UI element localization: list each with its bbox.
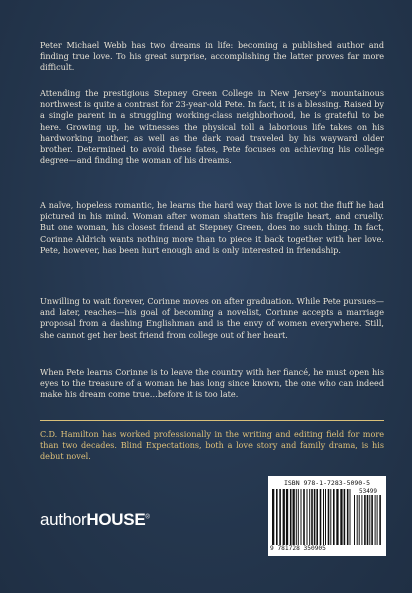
blurb-paragraph-1: Peter Michael Webb has two dreams in life: becoming a published author and finding true love. To his great surprise, accomplishing the latter proves far more difficult. xyxy=(40,40,384,73)
barcode-bar xyxy=(316,489,318,545)
barcode-bar xyxy=(309,489,310,545)
barcode-bar xyxy=(350,489,351,545)
blurb-paragraph-5: When Pete learns Corinne is to leave the country with her fiancé, he must open his eyes to the treasure of a woman he has long since known, the one who can indeed make his dream come true…before it is too late. xyxy=(40,367,384,400)
barcode-bar xyxy=(359,495,360,545)
blurb-paragraph-4: Unwilling to wait forever, Corinne moves on after graduation. While Pete pursues—and later, reaches—his goal of becoming a novelist, Corinne accepts a marriage proposal from a dashing Englishman and is the envy of women everywhere. Still, she cannot get her best friend from college out of her heart. xyxy=(40,296,384,340)
barcode-bar xyxy=(314,489,316,545)
barcode-bar xyxy=(276,489,278,545)
addon-price-code: 53499 xyxy=(358,488,378,495)
barcode-bar xyxy=(361,495,362,545)
barcode-bar xyxy=(367,495,369,545)
barcode-bar xyxy=(323,489,324,545)
barcode-bar xyxy=(347,489,349,545)
isbn-barcode xyxy=(268,476,386,556)
registered-mark: ® xyxy=(145,514,150,521)
barcode-bar xyxy=(369,495,370,545)
ean-number: 9 781728 350905 xyxy=(270,545,326,552)
barcode-bar xyxy=(333,489,335,545)
barcode-bar xyxy=(328,489,330,545)
barcode-bar xyxy=(320,489,322,545)
barcode-bar xyxy=(303,489,305,545)
barcode-bar xyxy=(279,489,281,545)
barcode-bar xyxy=(298,489,299,545)
barcode-bar xyxy=(325,489,326,545)
barcode-bar xyxy=(377,495,378,545)
barcode-bar xyxy=(301,489,302,545)
barcode-bar xyxy=(379,495,381,545)
barcode-bar xyxy=(340,489,342,545)
barcode-bar xyxy=(293,489,295,545)
barcode-bar xyxy=(307,489,308,545)
isbn-text: ISBN 978-1-7283-5090-5 xyxy=(283,479,371,487)
barcode-bar xyxy=(375,495,376,545)
barcode-bar xyxy=(283,489,285,545)
barcode-bar xyxy=(296,489,297,545)
ean-barcode-bars xyxy=(272,489,352,545)
blurb-paragraph-3: A naïve, hopeless romantic, he learns the hard way that love is not the fluff he had pictured in his mind. Woman after woman shatters his fragile heart, and cruelly. But one woman, his closest friend at Stepney Green, does no such thing. In fact, Corinne Aldrich wants nothing more than to piece it back together with her love. Pete, however, has been hurt enough and is only interested in friendship. xyxy=(40,200,384,255)
barcode-bar xyxy=(311,489,313,545)
barcode-bar xyxy=(272,489,274,545)
barcode-bar xyxy=(357,495,358,545)
logo-author: author xyxy=(40,510,87,529)
blurb-paragraph-2: Attending the prestigious Stepney Green College in New Jersey’s mountainous northwest is quite a contrast for 23-year-old Pete. In fact, it is a blessing. Raised by a single parent in a struggling working-class neighborhood, he is grateful to be here. Growing up, he witnesses the physical toll a laborious life takes on his hardworking mother, as well as the dark road traveled by his wayward older brother. Determined to avoid these fates, Pete focuses on achieving his college degree—and finding the woman of his dreams. xyxy=(40,88,384,166)
barcode-bar xyxy=(286,489,288,545)
addon-barcode-bars xyxy=(354,495,382,545)
logo-house: HOUSE xyxy=(86,510,146,529)
publisher-logo xyxy=(40,510,150,530)
barcode-bar xyxy=(344,489,346,545)
barcode-bar xyxy=(290,489,292,545)
barcode-bar xyxy=(354,495,355,545)
barcode-bar xyxy=(371,495,373,545)
gold-divider xyxy=(40,420,384,421)
barcode-bar xyxy=(330,489,331,545)
barcode-bar xyxy=(364,495,366,545)
barcode-bar xyxy=(336,489,338,545)
author-bio: C.D. Hamilton has worked professionally in the writing and editing field for more than two decades. Blind Expectations, both a love story and family drama, is his debut novel. xyxy=(40,429,384,462)
